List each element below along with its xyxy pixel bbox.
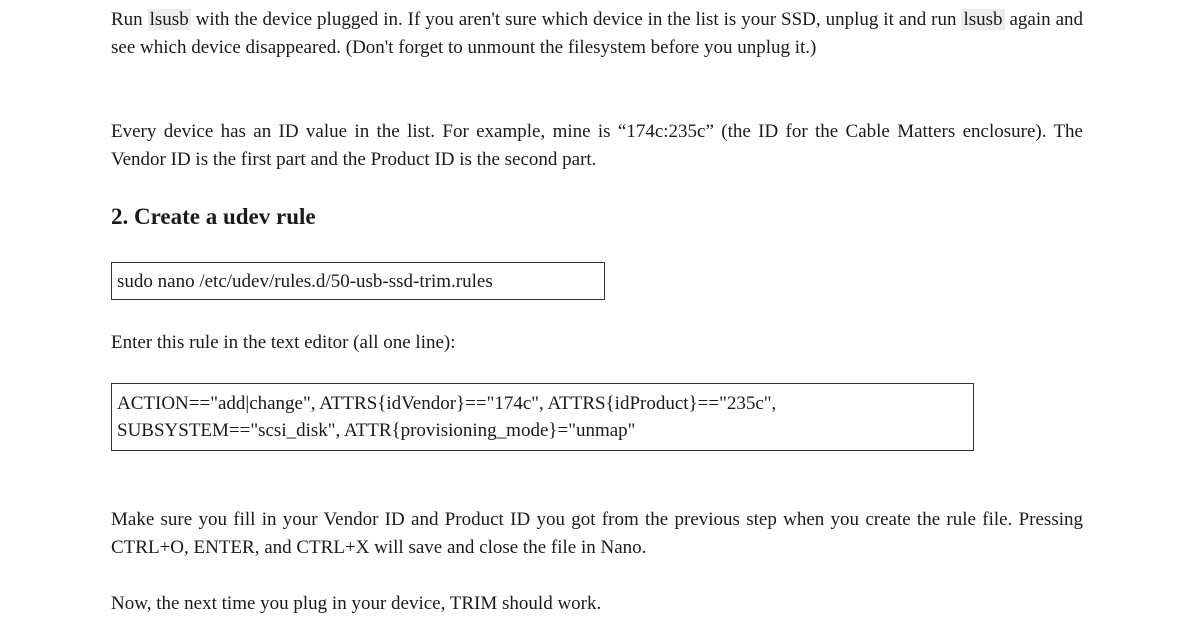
text-run: with the device plugged in. If you aren't sure which device in the list is your SSD, unplug it and run [190, 9, 962, 30]
paragraph-trim-works: Now, the next time you plug in your device, TRIM should work. [111, 593, 602, 614]
paragraph-fill-ids: Make sure you fill in your Vendor ID and Product ID you got from the previous step when you create the rule file. Pressing CTRL+O, ENTER, and CTRL+X will save and close the file in Nano. [111, 509, 1083, 558]
inline-code-lsusb: lsusb [149, 9, 189, 30]
text-run: again and see which device disappeared. (Don't forget to unmount the filesystem before you unplug it.) [111, 9, 1083, 58]
rule-line-2: SUBSYSTEM=="scsi_disk", ATTR{provisioning_mode}="unmap" [117, 420, 636, 441]
paragraph-lsusb-instructions [111, 6, 1083, 62]
inline-code-lsusb: lsusb [963, 9, 1003, 30]
text-run: Run [111, 9, 148, 30]
udev-rule-code-block[interactable] [111, 383, 974, 451]
paragraph-device-id: Every device has an ID value in the list. For example, mine is “174c:235c” (the ID for the Cable Matters enclosure). The Vendor ID is the first part and the Product ID is the second part. [111, 121, 1083, 170]
rule-line-1: ACTION=="add|change", ATTRS{idVendor}=="174c", ATTRS{idProduct}=="235c", [117, 393, 777, 414]
paragraph-enter-rule: Enter this rule in the text editor (all one line): [111, 332, 456, 353]
section-heading: 2. Create a udev rule [111, 204, 316, 229]
command-code-block[interactable]: sudo nano /etc/udev/rules.d/50-usb-ssd-trim.rules [111, 262, 605, 300]
